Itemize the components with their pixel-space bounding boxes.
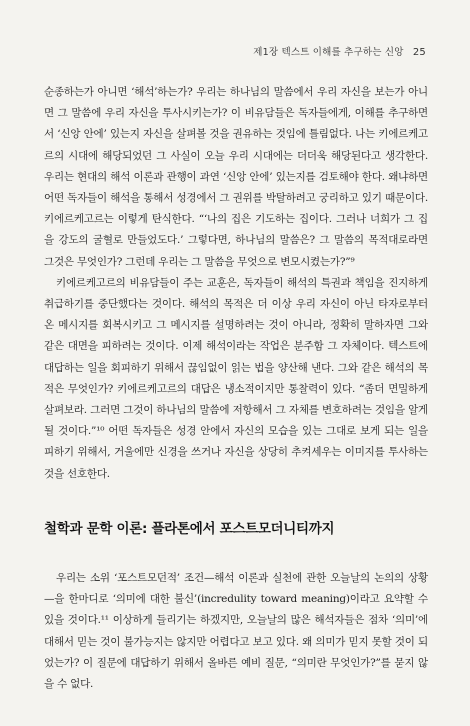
paragraph-3: 우리는 소위 ‘포스트모던적’ 조건—해석 이론과 실천에 관한 오늘날의 논의의 상황—을 한마디로 ‘의미에 대한 불신’(incredulity toward meaning)이라고 요약할 수 있을 것이다.¹¹ 이상하게 들리기는 하겠지만, 오늘날의 많은 해석자들은 점차 ‘의미’에 대해서 믿는 것이 불가능지는 않지만 어렵다고 보고 있다. 왜 의미가 믿지 못할 것이 되었는가? 이 질문에 대답하기 위해서 올바른 예비 질문, “의미란 무엇인가?”를 묻지 않을 수 없다. (44, 572, 428, 691)
page-number: 25 (412, 47, 426, 58)
running-head (253, 44, 426, 58)
chapter-label: 제1장 (253, 47, 279, 58)
chapter-title: 텍스트 이해를 추구하는 신앙 (281, 47, 404, 58)
paragraph-1: 순종하는가 아니면 ‘해석’하는가? 우리는 하나님의 말씀에서 우리 자신을 보는가 아니면 그 말씀에 우리 자신을 투사시키는가? 이 비유담들은 독자들에게, 이해를 추구하면서 ‘신앙 안에’ 있는지 자신을 살펴볼 것을 권유하는 것임에 틀림없다. 나는 키에르케고르의 시대에 해당되었던 그 사실이 오늘 우리 시대에는 더더욱 해당된다고 생각한다. 우리는 현대의 해석 이론과 관행이 과연 ‘신앙 안에’ 있는지를 검토해야 한다. 왜냐하면 어떤 독자들이 해석을 통해서 성경에서 그 권위를 박탈하려고 궁리하고 있기 때문이다. 키에르케고르는 이렇게 탄식한다. “‘나의 집은 기도하는 집이다. 그러나 너희가 그 집을 강도의 굴혈로 만들었도다.’ 그렇다면, 하나님의 말씀은? 그 말씀의 목적대로라면 그것은 무엇인가? 그런데 우리는 그 말씀을 무엇으로 변모시켰는가?”⁹ (44, 86, 428, 268)
paragraph-2: 키에르케고르의 비유담들이 주는 교훈은, 독자들이 해석의 특권과 책임을 진지하게 취급하기를 중단했다는 것이다. 해석의 목적은 더 이상 우리 자신이 아닌 타자로부터 온 메시지를 회복시키고 그 메시지를 설명하려는 것이 아니라, 정확히 말하자면 그와 같은 대면을 피하려는 것이다. 이제 해석이라는 작업은 분주함 그 자체이다. 텍스트에 대답하는 일을 회피하기 위해서 끊임없이 읽는 법을 양산해 낸다. 그와 같은 해석의 목적은 무엇인가? 키에르케고르의 대답은 냉소적이지만 통찰력이 있다. “좀더 면밀하게 살펴보라. 그러면 그것이 하나님의 말씀에 저항해서 그 자체를 변호하려는 것임을 알게 될 것이다.”¹⁰ 어떤 독자들은 성경 안에서 자신의 모습을 있는 그대로 보게 되는 일을 피하기 위해서, 거울에만 신경을 쓰거나 자신을 상당히 추켜세우는 이미지를 투사하는 것을 선호한다. (44, 276, 428, 480)
body-text (44, 82, 428, 695)
section-heading: 철학과 문학 이론: 플라톤에서 포스트모더니티까지 (44, 520, 335, 537)
